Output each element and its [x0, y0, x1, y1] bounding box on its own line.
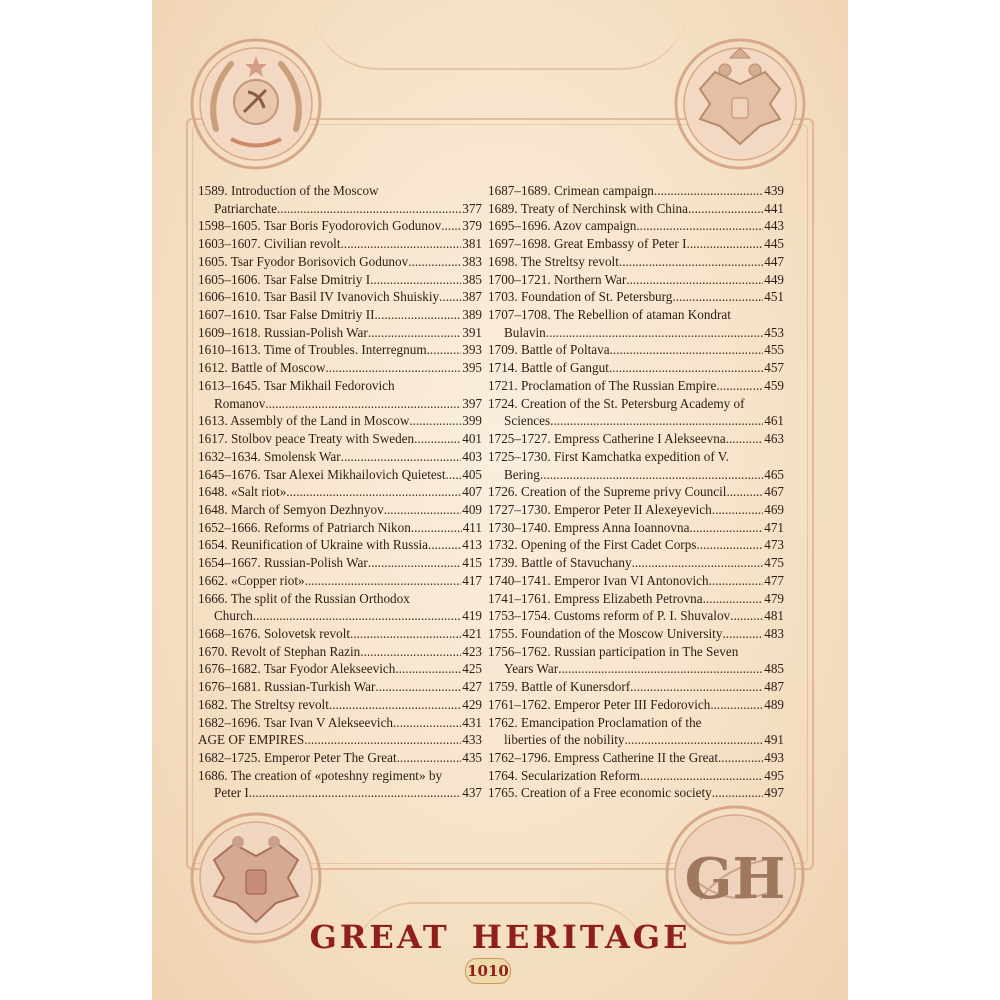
dot-leader [368, 324, 461, 342]
toc-entry-title: 1764. Secularization Reform [488, 767, 640, 783]
toc-page-number: 465 [764, 466, 784, 482]
toc-entry-title: 1598–1605. Tsar Boris Fyodorovich Godunov [198, 218, 442, 234]
toc-entry [488, 253, 784, 271]
toc-entry-title: 1740–1741. Emperor Ivan VI Antonovich [488, 572, 709, 588]
toc-page-number: 395 [462, 360, 482, 376]
toc-entry-title: 1703. Foundation of St. Petersburg [488, 289, 673, 305]
dot-leader [370, 271, 461, 289]
toc-page-number: 417 [462, 572, 482, 588]
toc-page-number: 497 [764, 785, 784, 801]
toc-entry-title-continued: Patriarchate [214, 200, 277, 216]
toc-entry [488, 217, 784, 235]
toc-entry-title: 1676–1682. Tsar Fyodor Alekseevich [198, 661, 396, 677]
toc-page-number: 477 [764, 572, 784, 588]
toc-entry-title: 1724. Creation of the St. Petersburg Academy of [488, 395, 745, 411]
toc-entry [488, 536, 784, 554]
toc-entry-title: 1648. March of Semyon Dezhnyov [198, 501, 384, 517]
toc-entry-title: 1682. The Streltsy revolt [198, 696, 329, 712]
toc-entry-title: 1648. «Salt riot» [198, 484, 287, 500]
toc-entry-title: 1727–1730. Emperor Peter II Alexeyevich [488, 501, 712, 517]
toc-page-number: 381 [462, 236, 482, 252]
toc-page-number: 419 [462, 608, 482, 624]
toc-entry [198, 217, 482, 235]
top-flourish [312, 4, 688, 70]
toc-entry [488, 678, 784, 696]
toc-entry [198, 448, 482, 466]
toc-page-number: 405 [462, 466, 482, 482]
toc-entry-title: 1589. Introduction of the Moscow [198, 183, 379, 198]
toc-page-number: 433 [462, 732, 482, 748]
dot-leader [689, 519, 763, 537]
toc-page-number: 493 [764, 750, 784, 765]
toc-page-number: 415 [462, 555, 482, 571]
toc-entry [198, 625, 482, 643]
toc-page-number: 455 [764, 342, 784, 358]
toc-page-number: 483 [764, 625, 784, 641]
toc-entry-title: 1765. Creation of a Free economic society [488, 785, 712, 801]
toc-entry [198, 696, 482, 714]
toc-entry [488, 430, 784, 448]
dot-leader [726, 430, 764, 448]
toc-entry-title: AGE OF EMPIRES [198, 732, 305, 748]
toc-page-number: 399 [462, 413, 482, 429]
dot-leader [439, 288, 461, 306]
dot-leader [329, 696, 461, 714]
toc-entry-title: 1682–1725. Emperor Peter The Great [198, 750, 397, 765]
toc-entry [198, 678, 482, 696]
toc-page-number: 429 [462, 696, 482, 712]
monogram-text: GH [684, 846, 786, 912]
toc-page-number: 397 [462, 395, 482, 411]
toc-entry [488, 767, 784, 785]
dot-leader [265, 395, 461, 413]
page-number: 1010 [465, 958, 511, 984]
toc-entry-title: 1668–1676. Solovetsk revolt [198, 625, 351, 641]
toc-page-number: 463 [764, 431, 784, 447]
toc-entry-title-continued: Years War [504, 661, 559, 677]
toc-entry [198, 536, 482, 554]
toc-entry [488, 625, 784, 643]
toc-page-number: 379 [462, 218, 482, 234]
toc-entry-title: 1610–1613. Time of Troubles. Interregnum [198, 342, 427, 358]
toc-entry [198, 430, 482, 448]
toc-page-number: 409 [462, 501, 482, 517]
toc-page-number: 495 [764, 767, 784, 783]
dot-leader [395, 660, 461, 678]
toc-entry-title: 1682–1696. Tsar Ivan V Alekseevich [198, 714, 394, 730]
toc-entry-title: 1612. Battle of Moscow [198, 360, 326, 376]
toc-page-number: 423 [462, 643, 482, 659]
dot-leader [397, 749, 462, 767]
toc-entry-title: 1695–1696. Azov campaign [488, 218, 637, 234]
dot-leader [446, 466, 462, 484]
toc-entry-title: 1725–1730. First Kamchatka expedition of V. [488, 448, 729, 464]
toc-page-number: 425 [462, 661, 482, 677]
dot-leader [703, 590, 764, 608]
toc-page-number: 481 [764, 608, 784, 624]
toc-entry-title-continued: Romanov [214, 395, 266, 411]
toc-page-number: 479 [764, 590, 784, 606]
dot-leader [409, 412, 461, 430]
dot-leader [712, 501, 763, 519]
dot-leader [625, 731, 764, 749]
dot-leader [730, 607, 763, 625]
toc-entry-title: 1753–1754. Customs reform of P. I. Shuvalov [488, 608, 731, 624]
toc-entry-title: 1687–1689. Crimean campaign [488, 183, 654, 198]
toc-page-number: 469 [764, 501, 784, 517]
toc-page-number: 401 [462, 431, 482, 447]
toc-entry-title: 1613–1645. Tsar Mikhail Fedorovich [198, 377, 395, 393]
toc-entry [488, 483, 784, 501]
toc-page-number: 441 [764, 200, 784, 216]
toc-entry-title: 1730–1740. Empress Anna Ioannovna [488, 519, 690, 535]
dot-leader [431, 536, 461, 554]
toc-entry-title: 1676–1681. Russian-Turkish War [198, 679, 376, 695]
toc-entry [198, 288, 482, 306]
toc-entry [488, 696, 784, 714]
book-page [152, 0, 848, 1000]
dot-leader [640, 767, 763, 785]
book-title [152, 918, 848, 956]
toc-entry-title-continued: Peter I [214, 785, 249, 801]
toc-entry [198, 767, 482, 802]
toc-entry [488, 590, 784, 608]
toc-entry [198, 377, 482, 412]
toc-entry [488, 395, 784, 430]
dot-leader [384, 501, 462, 519]
dot-leader [609, 359, 763, 377]
dot-leader [654, 182, 763, 200]
toc-entry-title-continued: liberties of the nobility [504, 732, 625, 748]
toc-entry-title: 1613. Assembly of the Land in Moscow [198, 413, 410, 429]
toc-entry [488, 200, 784, 218]
toc-entry [198, 412, 482, 430]
dot-leader [718, 749, 763, 767]
toc-page-number: 435 [462, 750, 482, 765]
toc-entry-title: 1739. Battle of Stavuchany [488, 555, 632, 571]
dot-leader [540, 466, 763, 484]
toc-entry [488, 182, 784, 200]
toc-entry-title: 1755. Foundation of the Moscow University [488, 625, 723, 641]
dot-leader [696, 536, 763, 554]
toc-entry [488, 519, 784, 537]
dot-leader [304, 731, 461, 749]
toc-entry-title: 1617. Stolbov peace Treaty with Sweden [198, 431, 415, 447]
toc-entry-title: 1741–1761. Empress Elizabeth Petrovna [488, 590, 703, 606]
dot-leader [630, 678, 763, 696]
dot-leader [710, 696, 763, 714]
toc-page-number: 475 [764, 555, 784, 571]
toc-page-number: 489 [764, 696, 784, 712]
toc-entry [488, 784, 784, 802]
toc-entry-title-continued: Bering [504, 466, 540, 482]
toc-entry [488, 271, 784, 289]
dot-leader [305, 572, 462, 590]
toc-page-number: 427 [462, 679, 482, 695]
toc-page-number: 453 [764, 324, 784, 340]
toc-page-number: 449 [764, 271, 784, 287]
toc-entry [198, 643, 482, 661]
dot-leader [610, 341, 764, 359]
dot-leader [688, 200, 763, 218]
dot-leader [341, 235, 462, 253]
toc-entry-title: 1603–1607. Civilian revolt [198, 236, 341, 252]
dot-leader [619, 253, 763, 271]
toc-entry [198, 483, 482, 501]
toc-entry [198, 519, 482, 537]
toc-entry [488, 288, 784, 306]
toc-entry [198, 714, 482, 732]
toc-entry-title: 1689. Treaty of Nerchinsk with China [488, 200, 688, 216]
toc-entry [198, 359, 482, 377]
toc-page-number: 383 [462, 253, 482, 269]
toc-entry-title: 1707–1708. The Rebellion of ataman Kondrat [488, 307, 731, 323]
toc-entry [488, 501, 784, 519]
toc-entry-title: 1645–1676. Tsar Alexei Mikhailovich Quietest [198, 466, 446, 482]
toc-entry [198, 660, 482, 678]
toc-page-number: 473 [764, 537, 784, 553]
toc-entry [198, 572, 482, 590]
toc-entry-title: 1756–1762. Russian participation in The Seven [488, 643, 739, 659]
toc-entry [488, 341, 784, 359]
toc-entry-title: 1662. «Copper riot» [198, 572, 305, 588]
soviet-coat-of-arms-icon [186, 34, 326, 174]
dot-leader [546, 324, 763, 342]
book-title-word-2: HERITAGE [471, 918, 691, 956]
toc-page-number: 445 [764, 236, 784, 252]
toc-entry-title: 1605. Tsar Fyodor Borisovich Godunov [198, 253, 409, 269]
dot-leader [325, 359, 461, 377]
toc-entry [488, 306, 784, 341]
toc-entry-title: 1606–1610. Tsar Basil IV Ivanovich Shuiskiy [198, 289, 440, 305]
toc-page-number: 389 [462, 307, 482, 323]
toc-page-number: 431 [462, 714, 482, 730]
toc-entry-title: 1761–1762. Emperor Peter III Fedorovich [488, 696, 711, 712]
toc-page-number: 491 [764, 732, 784, 748]
toc-entry [488, 377, 784, 395]
toc-entry [488, 359, 784, 377]
toc-entry-title: 1714. Battle of Gangut [488, 360, 609, 376]
dot-leader [726, 483, 763, 501]
toc-entry [488, 607, 784, 625]
toc-page-number: 461 [764, 413, 784, 429]
toc-entry [198, 253, 482, 271]
dot-leader [709, 572, 764, 590]
dot-leader [350, 625, 461, 643]
toc-left-column [198, 182, 482, 802]
toc-entry-title: 1762. Emancipation Proclamation of the [488, 714, 702, 730]
toc-entry [488, 235, 784, 253]
dot-leader [368, 554, 461, 572]
toc-entry-title: 1697–1698. Great Embassy of Peter I [488, 236, 687, 252]
toc-page-number: 387 [462, 289, 482, 305]
toc-entry [198, 590, 482, 625]
toc-page-number: 485 [764, 661, 784, 677]
toc-page-number: 437 [462, 785, 482, 801]
toc-entry [198, 749, 482, 767]
dot-leader [636, 217, 763, 235]
toc-page-number: 459 [764, 377, 784, 393]
toc-entry-title: 1725–1727. Empress Catherine I Alekseevna [488, 431, 726, 447]
toc-entry-title: 1632–1634. Smolensk War [198, 448, 341, 464]
dot-leader [408, 253, 461, 271]
toc-entry-title: 1698. The Streltsy revolt [488, 253, 619, 269]
toc-page-number: 403 [462, 448, 482, 464]
toc-entry-title: 1666. The split of the Russian Orthodox [198, 590, 410, 606]
toc-page-number: 457 [764, 360, 784, 376]
toc-page-number: 413 [462, 537, 482, 553]
toc-entry-title: 1726. Creation of the Supreme privy Council [488, 484, 727, 500]
toc-entry-title-continued: Bulavin [504, 324, 546, 340]
toc-entry-title-continued: Church [214, 608, 253, 624]
dot-leader [414, 430, 461, 448]
toc-page-number: 377 [462, 200, 482, 216]
dot-leader [722, 625, 763, 643]
dot-leader [672, 288, 763, 306]
toc-entry [488, 448, 784, 483]
toc-entry [198, 554, 482, 572]
toc-entry [488, 554, 784, 572]
book-title-word-1: GREAT [309, 918, 450, 956]
dot-leader [550, 412, 763, 430]
dot-leader [626, 271, 763, 289]
toc-page-number: 439 [764, 183, 784, 198]
toc-entry [198, 306, 482, 324]
toc-entry [198, 182, 482, 217]
toc-entry-title: 1609–1618. Russian-Polish War [198, 324, 368, 340]
dot-leader [712, 784, 763, 802]
dot-leader [441, 217, 461, 235]
toc-entry-title: 1654–1667. Russian-Polish War [198, 555, 368, 571]
dot-leader [375, 678, 461, 696]
dot-leader [249, 784, 461, 802]
dot-leader [411, 519, 462, 537]
toc-entry [198, 235, 482, 253]
toc-entry [198, 271, 482, 289]
toc-page-number: 391 [462, 324, 482, 340]
toc-entry-title: 1732. Opening of the First Cadet Corps [488, 537, 697, 553]
toc-entry [198, 466, 482, 484]
dot-leader [393, 714, 461, 732]
double-headed-eagle-icon [670, 34, 810, 174]
toc-page-number: 487 [764, 679, 784, 695]
toc-page-number: 471 [764, 519, 784, 535]
toc-entry-title: 1709. Battle of Poltava [488, 342, 610, 358]
toc-entry [198, 324, 482, 342]
toc-page-number: 407 [462, 484, 482, 500]
toc-entry-title: 1700–1721. Northern War [488, 271, 627, 287]
toc-page-number: 447 [764, 253, 784, 269]
dot-leader [558, 660, 763, 678]
toc-right-column [488, 182, 784, 802]
toc-page-number: 421 [462, 625, 482, 641]
toc-entry [488, 572, 784, 590]
dot-leader [277, 200, 461, 218]
dot-leader [253, 607, 461, 625]
toc-entry [488, 749, 784, 767]
toc-page-number: 443 [764, 218, 784, 234]
toc-page-number: 411 [462, 519, 482, 535]
toc-entry [198, 341, 482, 359]
dot-leader [427, 341, 462, 359]
toc-entry-title: 1686. The creation of «poteshny regiment» by [198, 767, 443, 783]
toc-entry-title: 1654. Reunification of Ukraine with Russia. [198, 537, 432, 553]
toc-page-number: 451 [764, 289, 784, 305]
toc-entry-title: 1605–1606. Tsar False Dmitriy I [198, 271, 371, 287]
toc-entry-title-continued: Sciences [504, 413, 551, 429]
toc-entry [488, 643, 784, 678]
toc-entry-title: 1607–1610. Tsar False Dmitriy II [198, 307, 375, 323]
dot-leader [360, 643, 461, 661]
dot-leader [687, 235, 764, 253]
toc-entry-title: 1670. Revolt of Stephan Razin [198, 643, 361, 659]
toc-entry-title: 1762–1796. Empress Catherine II the Great [488, 750, 718, 765]
toc-page-number: 467 [764, 484, 784, 500]
toc-entry-title: 1721. Proclamation of The Russian Empire [488, 377, 717, 393]
dot-leader [716, 377, 763, 395]
toc-entry-title: 1759. Battle of Kunersdorf [488, 679, 631, 695]
dot-leader [632, 554, 764, 572]
dot-leader [374, 306, 461, 324]
dot-leader [341, 448, 462, 466]
toc-entry-title: 1652–1666. Reforms of Patriarch Nikon [198, 519, 411, 535]
toc-entry [198, 501, 482, 519]
toc-entry [488, 714, 784, 749]
toc-page-number: 385 [462, 271, 482, 287]
dot-leader [286, 483, 461, 501]
toc-page-number: 393 [462, 342, 482, 358]
toc-entry [198, 731, 482, 749]
